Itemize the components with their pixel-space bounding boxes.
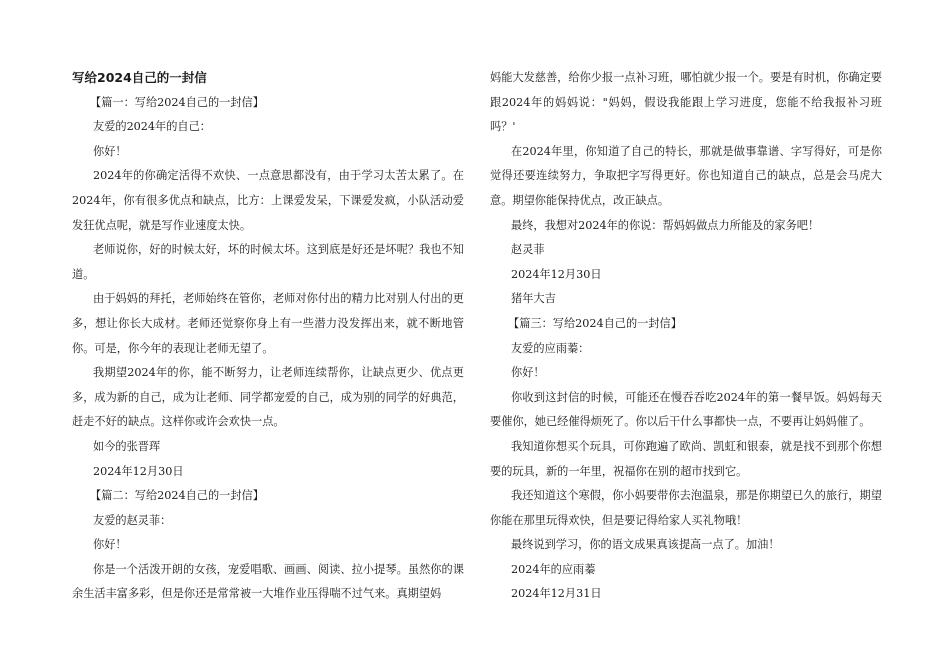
- paragraph: 由于妈妈的拜托，老师始终在管你，老师对你付出的精力比对别人付出的更多，想让你长大成材。老师还觉察你身上有一些潜力没发挥出来，就不断地管你。可是，你今年的表现让老师无望了。: [72, 292, 464, 355]
- paragraph: 2024年12月31日: [511, 587, 602, 601]
- section-heading: 【篇二：写给2024自己的一封信】: [90, 489, 264, 503]
- paragraph: 如今的张晋珲: [93, 439, 161, 453]
- document-title: 写给2024自己的一封信: [72, 70, 207, 85]
- paragraph: 你好！: [93, 144, 127, 158]
- paragraph: 赵灵菲: [511, 243, 545, 257]
- paragraph: 猪年大吉: [511, 292, 556, 306]
- section-heading: 【篇三：写给2024自己的一封信】: [508, 316, 682, 330]
- paragraph: 最终说到学习，你的语文成果真该提高一点了。加油！: [511, 538, 780, 552]
- paragraph: 你好！: [93, 538, 127, 552]
- right-column-body: [490, 66, 882, 607]
- paragraph: 我知道你想买个玩具，可你跑遍了欧尚、凯虹和银泰，就是找不到那个你想要的玩具，新的一年里，祝福你在别的超市找到它。: [490, 439, 882, 478]
- paragraph: 我还知道这个寒假，你小妈要带你去泡温泉，那是你期望已久的旅行，期望你能在那里玩得欢快，但是要记得给家人买礼物哦！: [490, 489, 882, 527]
- left-column: [72, 66, 464, 607]
- paragraph: 友爱的2024年的自己：: [93, 120, 211, 134]
- paragraph: 友爱的赵灵菲：: [93, 513, 172, 527]
- paragraph: 你是一个活泼开朗的女孩，宠爱唱歌、画画、阅读、拉小提琴。虽然你的课余生活丰富多彩，但是你还是常常被一大堆作业压得喘不过气来。真期望妈: [72, 562, 464, 601]
- paragraph: 老师说你，好的时候太好，坏的时候太坏。这到底是好还是坏呢？我也不知道。: [72, 243, 464, 281]
- paragraph: 你好！: [511, 366, 545, 380]
- left-column-body: [72, 91, 464, 607]
- paragraph: 妈能大发慈善，给你少报一点补习班，哪怕就少报一个。要是有时机，你确定要跟2024年的妈妈说："妈妈，假设我能跟上学习进度，您能不给我报补习班吗？': [490, 71, 882, 134]
- paragraph: 友爱的应雨蓁：: [511, 341, 590, 355]
- paragraph: 最终，我想对2024年的你说：帮妈妈做点力所能及的家务吧！: [511, 218, 820, 232]
- right-column: [490, 66, 882, 607]
- paragraph: 在2024年里，你知道了自己的特长，那就是做事靠谱、字写得好，可是你觉得还要连续努力，争取把字写得更好。你也知道自己的缺点，总是会马虎大意。期望你能保持优点，改正缺点。: [490, 144, 882, 207]
- paragraph: 2024年12月30日: [511, 267, 602, 281]
- paragraph: 我期望2024年的你，能不断努力，让老师连续帮你，让缺点更少、优点更多，成为新的自己，成为让老师、同学都宠爱的自己，成为别的同学的好典范，赶走不好的缺点。这样你或许会欢快一点。: [72, 366, 464, 429]
- paragraph: 你收到这封信的时候，可能还在慢吞吞吃2024年的第一餐早饭。妈妈每天要催你，她已经催得烦死了。你以后干什么事都快一点，不要再让妈妈催了。: [490, 390, 882, 429]
- paragraph: 2024年12月30日: [93, 464, 184, 478]
- paragraph: 2024年的应雨蓁: [511, 562, 596, 576]
- paragraph: 2024年的你确定活得不欢快、一点意思都没有，由于学习太苦太累了。在2024年，你有很多优点和缺点，比方：上课爱发呆，下课爱发疯，小队活动爱发狂优点呢，就是写作业速度太快。: [72, 169, 464, 232]
- section-heading: 【篇一：写给2024自己的一封信】: [90, 95, 264, 109]
